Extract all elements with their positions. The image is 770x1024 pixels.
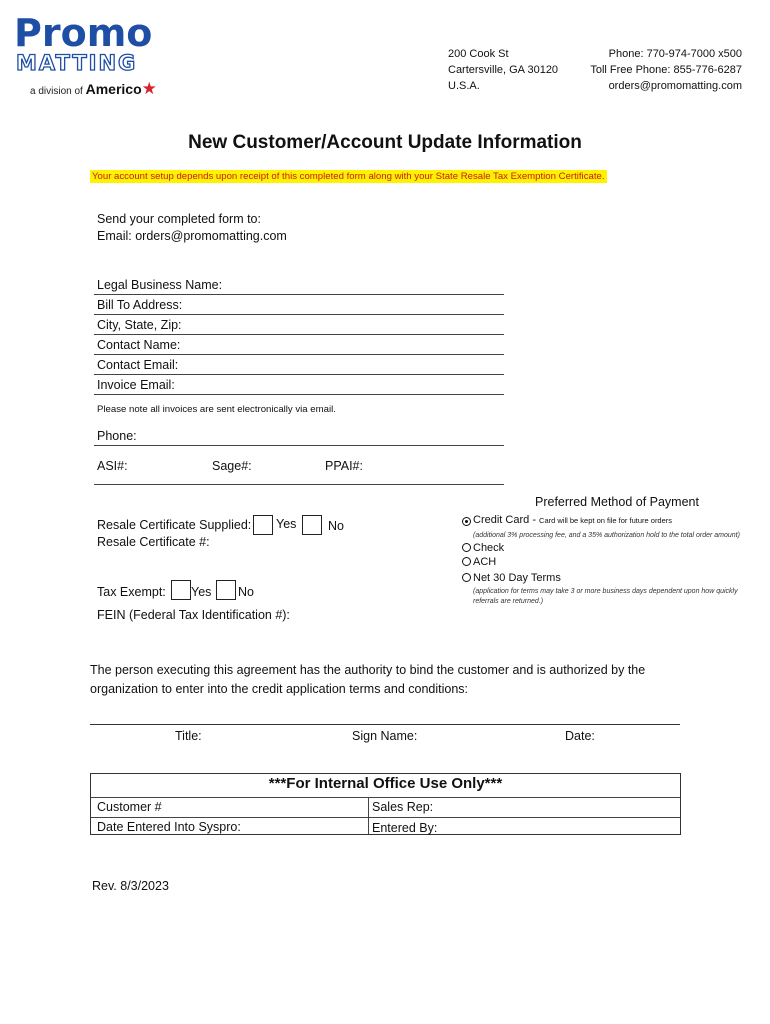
internal-use-heading: ***For Internal Office Use Only***: [268, 775, 503, 792]
signature-date-label: Date:: [565, 729, 595, 743]
legal-name-field[interactable]: Legal Business Name:: [94, 276, 504, 295]
address-line: U.S.A.: [448, 80, 480, 92]
contact-line: orders@promomatting.com: [608, 80, 742, 92]
contact-line: Phone: 770-974-7000 x500: [608, 48, 742, 60]
tax-yes-label: Yes: [191, 585, 212, 599]
address-line: 200 Cook St: [448, 48, 509, 60]
signature-line[interactable]: [90, 724, 680, 725]
resale-yes-label: Yes: [276, 517, 297, 531]
check-radio[interactable]: [462, 543, 471, 552]
contact-name-field[interactable]: Contact Name:: [94, 336, 504, 355]
agreement-text: The person executing this agreement has the authority to bind the customer and is authorized by the organization to enter into the credit application terms and conditions:: [90, 663, 646, 696]
logo-promo: Promo: [14, 11, 153, 55]
tax-no-checkbox[interactable]: [216, 580, 236, 600]
notice-banner: Your account setup depends upon receipt of this completed form along with your State Resale Tax Exemption Certificate.: [92, 171, 605, 182]
customer-number-field[interactable]: Customer #: [97, 800, 162, 814]
credit-card-fee-note: (additional 3% processing fee, and a 35% authorization hold to the total order amount): [473, 532, 740, 539]
tax-exempt-label: Tax Exempt:: [97, 585, 166, 599]
entered-by-field[interactable]: Entered By:: [372, 821, 438, 835]
ach-radio[interactable]: [462, 557, 471, 566]
logo-matting: MATTING: [16, 51, 138, 75]
company-address: [448, 46, 558, 94]
logo-division-prefix: a division of: [30, 86, 83, 97]
phone-field[interactable]: Phone:: [94, 427, 504, 446]
net30-radio[interactable]: [462, 573, 471, 582]
credit-card-radio[interactable]: [462, 517, 471, 526]
send-email: Email: orders@promomatting.com: [97, 229, 287, 243]
credit-card-option: [473, 513, 672, 528]
city-state-zip-field[interactable]: City, State, Zip:: [94, 316, 504, 335]
member-ids-row: [94, 457, 504, 485]
check-label: Check: [473, 542, 505, 554]
table-divider: [91, 797, 680, 798]
net30-label: Net 30 Day Terms: [473, 572, 561, 584]
invoice-note: Please note all invoices are sent electronically via email.: [97, 404, 336, 415]
sales-rep-field[interactable]: Sales Rep:: [372, 800, 434, 814]
credit-card-note: Card will be kept on file for future orders: [539, 516, 673, 525]
logo-division: [30, 79, 157, 99]
contact-line: Toll Free Phone: 855-776-6287: [590, 64, 742, 76]
address-line: Cartersville, GA 30120: [448, 64, 559, 76]
tax-no-label: No: [238, 585, 254, 599]
page-title: New Customer/Account Update Information: [188, 132, 582, 153]
ach-label: ACH: [473, 556, 497, 568]
bill-to-field[interactable]: Bill To Address:: [94, 296, 504, 315]
resale-no-label: No: [328, 519, 344, 533]
asi-field[interactable]: ASI#:: [97, 459, 128, 473]
credit-card-dash: -: [532, 514, 540, 526]
net30-note: (application for terms may take 3 or more business days dependent upon how quickly referrals are returned.): [473, 588, 738, 605]
contact-email-field[interactable]: Contact Email:: [94, 356, 504, 375]
date-entered-field[interactable]: Date Entered Into Syspro:: [97, 820, 241, 834]
send-line: Send your completed form to:: [97, 212, 261, 226]
sage-field[interactable]: Sage#:: [212, 459, 252, 473]
send-instructions: [97, 211, 287, 245]
fein-field[interactable]: FEIN (Federal Tax Identification #):: [97, 608, 290, 622]
ppai-field[interactable]: PPAI#:: [325, 459, 363, 473]
star-icon: ★: [141, 79, 157, 98]
table-divider: [91, 817, 680, 818]
logo-division-brand: Americo: [85, 81, 142, 97]
payment-heading: Preferred Method of Payment: [535, 495, 699, 509]
resale-supplied-label: Resale Certificate Supplied:: [97, 518, 252, 532]
signature-title-label: Title:: [175, 729, 202, 743]
resale-no-checkbox[interactable]: [302, 515, 322, 535]
resale-number-field[interactable]: Resale Certificate #:: [97, 535, 210, 549]
tax-yes-checkbox[interactable]: [171, 580, 191, 600]
table-column-divider: [368, 797, 369, 834]
signature-name-label: Sign Name:: [352, 729, 418, 743]
company-contact: [590, 46, 742, 94]
revision-label: Rev. 8/3/2023: [92, 879, 169, 893]
invoice-email-field[interactable]: Invoice Email:: [94, 376, 504, 395]
resale-yes-checkbox[interactable]: [253, 515, 273, 535]
credit-card-label: Credit Card: [473, 514, 530, 526]
